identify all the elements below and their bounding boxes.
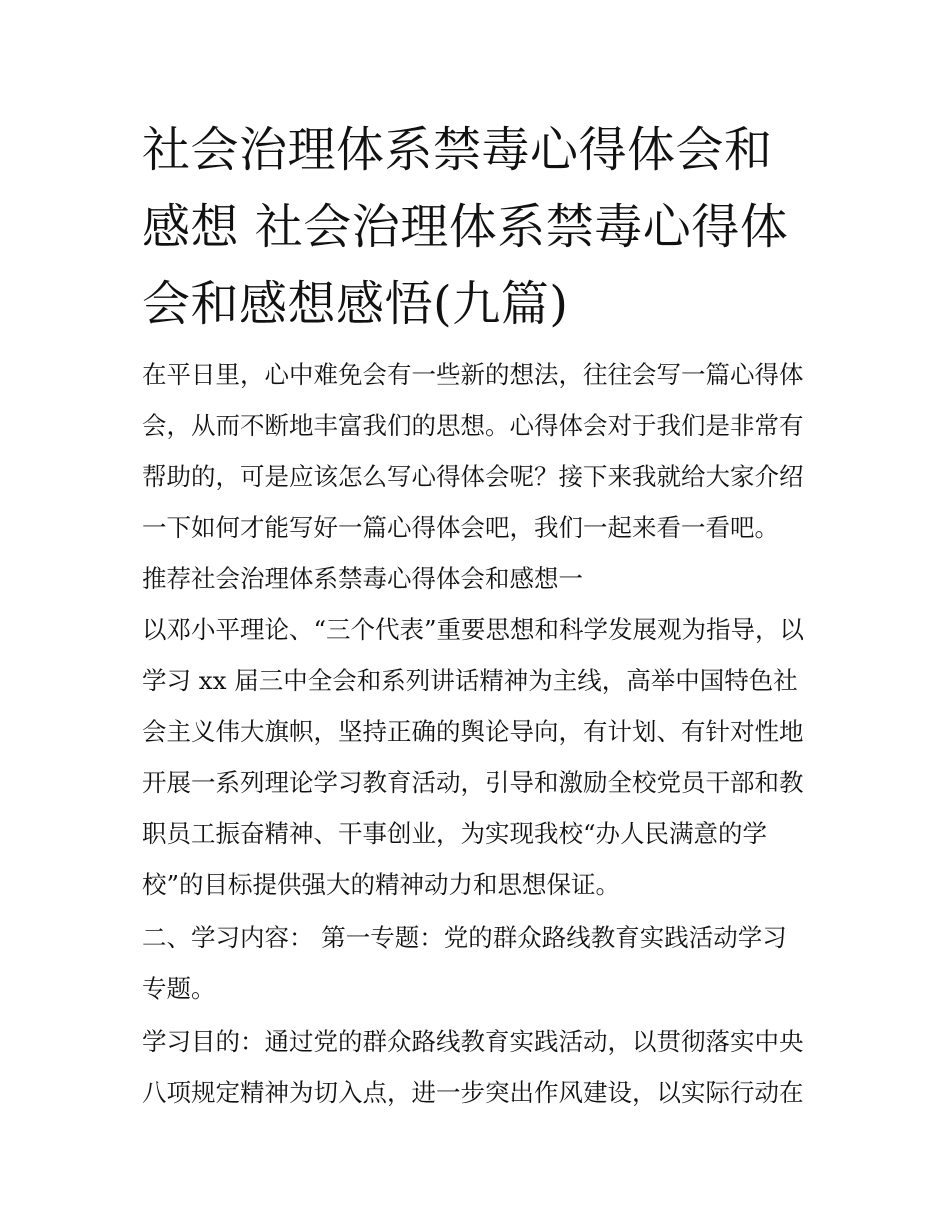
text-line: 会主义伟大旗帜，坚持正确的舆论导向，有计划、有针对性地 — [142, 717, 804, 746]
title-line: 会和感想感悟(九篇) — [142, 276, 569, 332]
text-line: 推荐社会治理体系禁毒心得体会和感想一 — [142, 564, 583, 593]
text-line: 一下如何才能写好一篇心得体会吧，我们一起来看一看吧。 — [142, 513, 779, 542]
text-line: 二、学习内容： 第一专题：党的群众路线教育实践活动学习 — [142, 923, 787, 952]
guideline-paragraph — [142, 604, 814, 910]
title-line: 感想 社会治理体系禁毒心得体 — [142, 199, 789, 255]
text-line: 会，从而不断地丰富我们的思想。心得体会对于我们是非常有 — [142, 411, 804, 440]
text-line: 帮助的，可是应该怎么写心得体会呢？接下来我就给大家介绍 — [142, 462, 804, 491]
text-line: 开展一系列理论学习教育活动，引导和激励全校党员干部和教 — [142, 768, 804, 797]
text-line: 学习目的：通过党的群众路线教育实践活动，以贯彻落实中央 — [142, 1027, 804, 1056]
document-body — [142, 349, 814, 1118]
text-line: 校”的目标提供强大的精神动力和思想保证。 — [142, 870, 621, 899]
text-line: 在平日里，心中难免会有一些新的想法，往往会写一篇心得体 — [142, 360, 804, 389]
text-line: 以邓小平理论、“三个代表”重要思想和科学发展观为指导，以 — [142, 615, 805, 644]
document-page — [142, 112, 814, 1118]
study-content-paragraph — [142, 912, 814, 1014]
intro-paragraph — [142, 349, 814, 553]
study-purpose-paragraph — [142, 1016, 814, 1118]
document-title — [142, 112, 814, 343]
text-line: 八项规定精神为切入点，进一步突出作风建设，以实际行动在 — [142, 1078, 804, 1107]
section-heading — [142, 553, 814, 604]
title-line: 社会治理体系禁毒心得体会和 — [142, 122, 773, 178]
text-line: 学习 xx 届三中全会和系列讲话精神为主线，高举中国特色社 — [142, 666, 798, 695]
text-line: 职员工振奋精神、干事创业，为实现我校“办人民满意的学 — [142, 819, 768, 848]
text-line: 专题。 — [142, 974, 216, 1003]
